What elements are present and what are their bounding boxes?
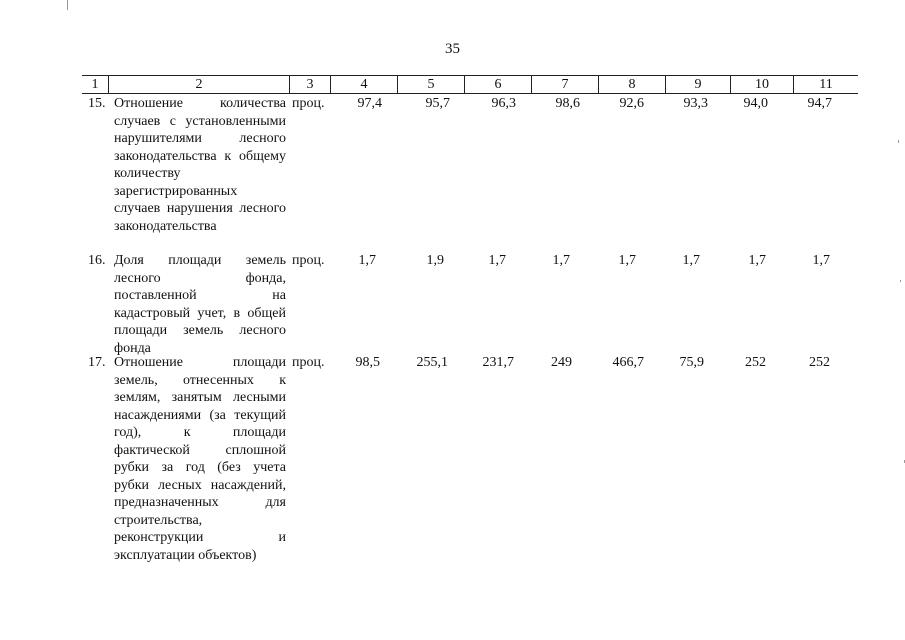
unit-cell: проц. [292,253,325,268]
unit-cell: проц. [292,96,325,111]
value-col-8: 1,7 [618,253,636,268]
row-number: 17. [88,355,106,370]
scan-mark [898,140,899,143]
header-cell-4: 4 [331,76,398,94]
scan-mark [900,280,901,282]
value-col-10: 252 [745,355,766,370]
value-col-11: 252 [809,355,830,370]
value-col-6: 231,7 [482,355,514,370]
value-col-5: 1,9 [426,253,444,268]
value-col-4: 97,4 [357,96,382,111]
header-cell-5: 5 [398,76,465,94]
value-col-4: 1,7 [358,253,376,268]
value-col-10: 94,0 [743,96,768,111]
header-cell-8: 8 [599,76,666,94]
page-number: 35 [445,41,460,57]
column-header-row [82,75,858,94]
value-col-8: 92,6 [619,96,644,111]
header-cell-7: 7 [532,76,599,94]
unit-cell: проц. [292,355,325,370]
header-cell-6: 6 [465,76,532,94]
header-cell-1: 1 [82,76,109,94]
header-cell-9: 9 [666,76,731,94]
value-col-9: 75,9 [679,355,704,370]
value-col-5: 255,1 [416,355,448,370]
indicator-name: Отношение площади земель, отнесенных к землям, занятым лесными насаждениями (за текущий год), к площади фактической сплошной рубки за год (без учета рубки лесных насаждений, предназначенных для строительства, реконструкции и эксплуатации объектов) [114,355,286,563]
header-cell-11: 11 [794,76,859,94]
row-number: 15. [88,96,106,111]
value-col-7: 98,6 [555,96,580,111]
value-col-9: 93,3 [683,96,708,111]
indicator-name: Доля площади земель лесного фонда, поставленной на кадастровый учет, в общей площади земель лесного фонда [114,253,286,356]
row-number: 16. [88,253,106,268]
scan-mark [67,0,68,10]
header-cell-10: 10 [731,76,794,94]
value-col-7: 249 [551,355,572,370]
header-cell-3: 3 [290,76,331,94]
value-col-11: 1,7 [812,253,830,268]
value-col-6: 96,3 [491,96,516,111]
value-col-11: 94,7 [807,96,832,111]
value-col-9: 1,7 [682,253,700,268]
value-col-6: 1,7 [488,253,506,268]
value-col-5: 95,7 [425,96,450,111]
value-col-7: 1,7 [552,253,570,268]
value-col-10: 1,7 [748,253,766,268]
value-col-8: 466,7 [612,355,644,370]
indicator-name: Отношение количества случаев с установленными нарушителями лесного законодательства к общему количеству зарегистрированных случаев нарушения лесного законодательства [114,96,286,234]
value-col-4: 98,5 [355,355,380,370]
header-cell-2: 2 [109,76,290,94]
